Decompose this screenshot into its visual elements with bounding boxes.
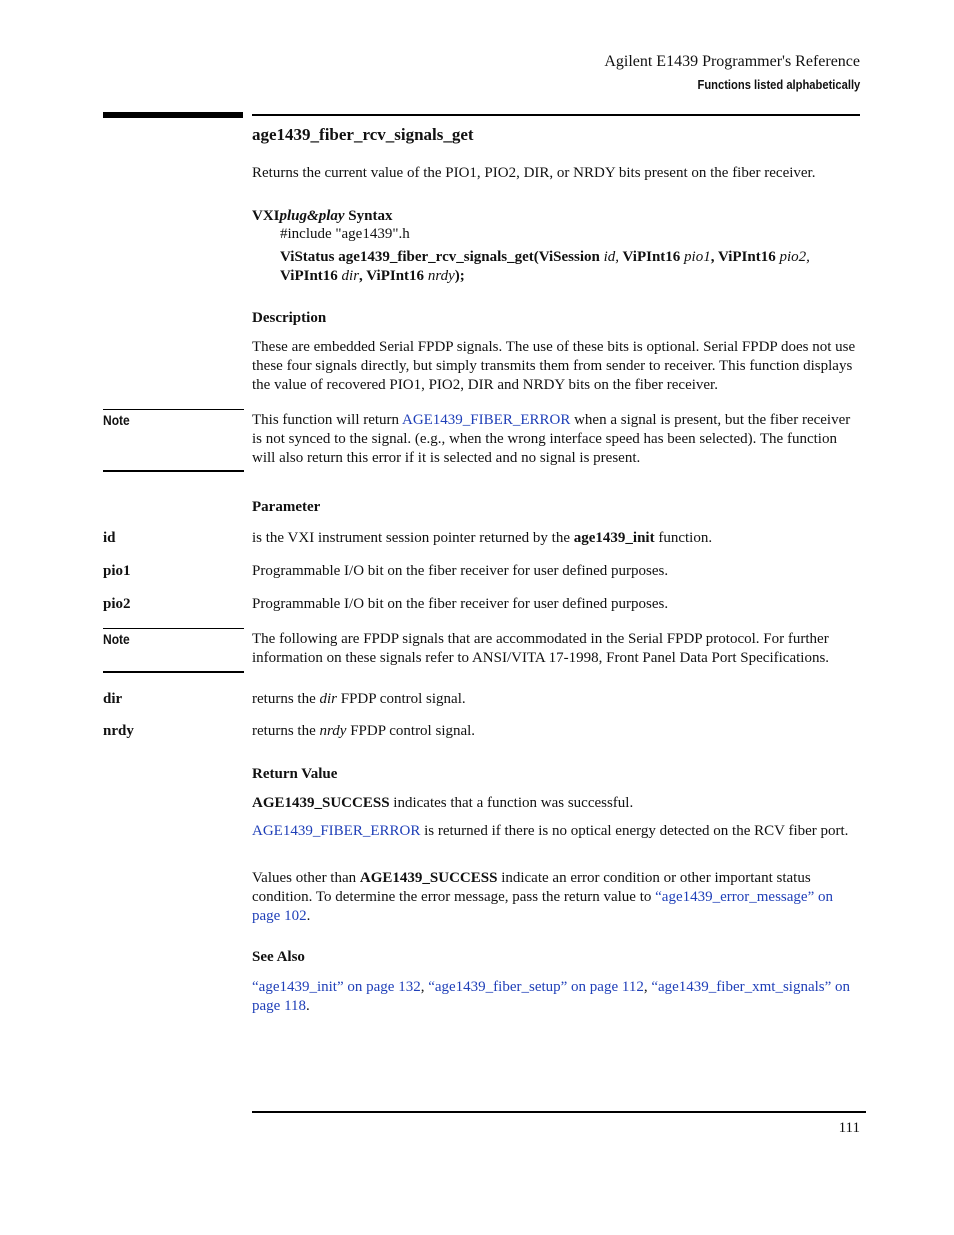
- param-term-pio2: pio2: [103, 596, 131, 612]
- running-header-title: Agilent E1439 Programmer's Reference: [604, 53, 860, 70]
- syntax-heading: VXIplug&play Syntax: [252, 208, 393, 224]
- param-desc-id: is the VXI instrument session pointer returned by the age1439_init function.: [252, 530, 713, 546]
- fiber-error-link-2[interactable]: AGE1439_FIBER_ERROR: [252, 823, 421, 839]
- running-header-subtitle: Functions listed alphabetically: [697, 77, 860, 92]
- param-term-pio1: pio1: [103, 563, 131, 579]
- fiber-error-link[interactable]: AGE1439_FIBER_ERROR: [401, 412, 571, 428]
- description-text: These are embedded Serial FPDP signals. The use of these bits is optional. Serial FPDP does not use these four signals directly, but simply transmits them from sender to receiver. This function displays the value of recovered PIO1, PIO2, DIR and NRDY bits on the fiber receiver.: [252, 339, 856, 393]
- prototype-line-2: ViPInt16 dir, ViPInt16 nrdy);: [280, 268, 465, 284]
- note2-label: Note: [103, 631, 130, 647]
- note2-top-rule: [103, 628, 244, 629]
- param-desc-pio2: Programmable I/O bit on the fiber receiver for user defined purposes.: [252, 596, 669, 612]
- param-desc-dir: returns the dir FPDP control signal.: [252, 691, 466, 707]
- note-top-rule: [103, 409, 244, 410]
- param-desc-nrdy: returns the nrdy FPDP control signal.: [252, 723, 476, 739]
- footer-rule: [252, 1111, 866, 1113]
- left-thick-rule: [103, 112, 243, 118]
- prototype-line-1: ViStatus age1439_fiber_rcv_signals_get(ViSession id, ViPInt16 pio1, ViPInt16 pio2,: [280, 249, 810, 265]
- see-also-heading: See Also: [252, 949, 305, 965]
- intro-text: Returns the current value of the PIO1, PIO2, DIR, or NRDY bits present on the fiber receiver.: [252, 165, 816, 181]
- function-title: age1439_fiber_rcv_signals_get: [252, 125, 474, 144]
- param-term-id: id: [103, 530, 116, 546]
- error-message-link[interactable]: “age1439_error_message” on page 102: [252, 889, 833, 924]
- return-success-text: AGE1439_SUCCESS indicates that a function was successful.: [252, 795, 634, 811]
- return-error-text: AGE1439_FIBER_ERROR is returned if there is no optical energy detected on the RCV fiber port.: [252, 823, 849, 839]
- return-other-text: Values other than AGE1439_SUCCESS indicate an error condition or other important status condition. To determine the error message, pass the return value to “age1439_error_message” on page 102.: [252, 870, 833, 924]
- description-heading: Description: [252, 310, 327, 326]
- note-bottom-rule: [103, 470, 244, 472]
- note2-text: The following are FPDP signals that are accommodated in the Serial FPDP protocol. For further information on these signals refer to ANSI/VITA 17-1998, Front Panel Data Port Specifications.: [252, 631, 830, 666]
- param-term-nrdy: nrdy: [103, 723, 134, 739]
- top-rule: [252, 114, 860, 116]
- note-label: Note: [103, 412, 130, 428]
- param-desc-pio1: Programmable I/O bit on the fiber receiver for user defined purposes.: [252, 563, 669, 579]
- init-link[interactable]: “age1439_init” on page 132: [252, 979, 421, 995]
- note2-bottom-rule: [103, 671, 244, 673]
- return-value-heading: Return Value: [252, 766, 338, 782]
- param-term-dir: dir: [103, 691, 123, 707]
- page-number: 111: [838, 1120, 860, 1136]
- see-also-links: “age1439_init” on page 132, “age1439_fiber_setup” on page 112, “age1439_fiber_xmt_signals” on page 118.: [252, 979, 851, 1014]
- include-line: #include "age1439".h: [280, 226, 410, 242]
- fiber-xmt-signals-link[interactable]: “age1439_fiber_xmt_signals” on page 118: [252, 979, 851, 1014]
- note-text: This function will return AGE1439_FIBER_ERROR when a signal is present, but the fiber receiver is not synced to the signal. (e.g., when the wrong interface speed has been selected). The function will also return this error if it is selected and no signal is present.: [252, 412, 851, 466]
- fiber-setup-link[interactable]: “age1439_fiber_setup” on page 112: [428, 979, 644, 995]
- parameter-heading: Parameter: [252, 499, 321, 515]
